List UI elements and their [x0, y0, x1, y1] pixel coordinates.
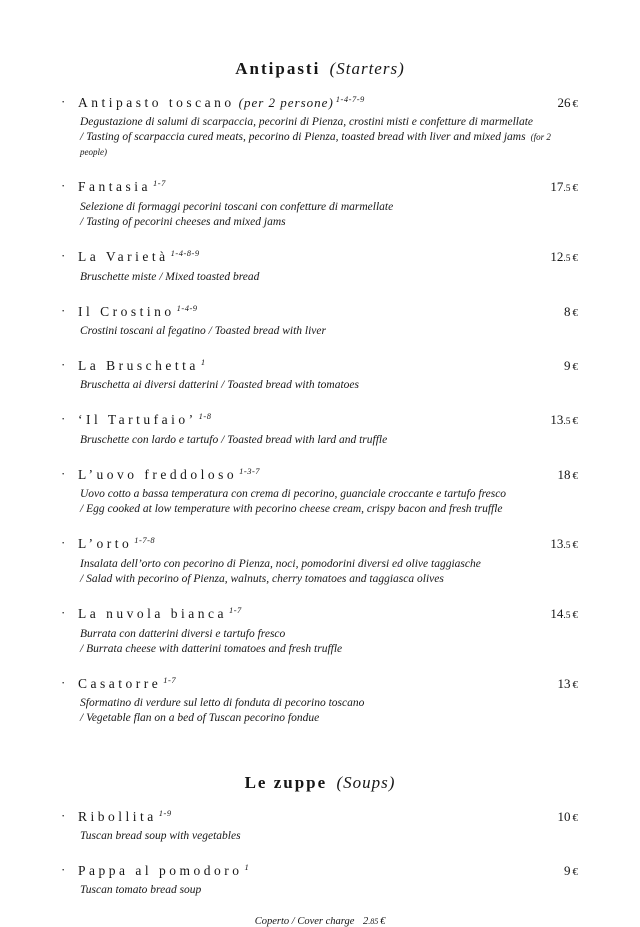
bullet-icon: · [61, 808, 66, 823]
item-name: Il Crostino [78, 304, 175, 319]
item-description-line [80, 711, 578, 726]
item-description [78, 696, 578, 726]
allergen-numbers: 1-7 [228, 605, 242, 615]
allergen-numbers: 1-7-8 [134, 535, 156, 545]
item-header [61, 808, 578, 827]
item-description [78, 115, 578, 160]
allergen-numbers: 1 [200, 357, 206, 367]
item-description-line [80, 696, 578, 711]
menu-item [61, 605, 578, 657]
item-header [61, 248, 578, 268]
description-text: / Vegetable flan on a bed of Tuscan pecorino fondue [80, 712, 320, 724]
description-text: Burrata con datterini diversi e tartufo fresco [80, 628, 286, 640]
item-description [78, 433, 578, 448]
item-header [61, 675, 578, 694]
item-description [78, 324, 578, 339]
item-description [78, 883, 578, 898]
item-name: La Bruschetta [78, 358, 199, 373]
description-text: Degustazione di salumi di scarpaccia, pecorini di Pienza, crostini misti e confetture di marmellate [80, 116, 534, 128]
bullet-icon: · [61, 248, 66, 263]
item-description-line [80, 270, 578, 285]
description-text: Crostini toscani al fegatino / Toasted bread with liver [80, 325, 326, 337]
bullet-icon: · [61, 94, 66, 109]
menu-section [61, 58, 578, 726]
item-price: 26 € [557, 95, 578, 110]
bullet-icon: · [61, 466, 66, 481]
item-description-line [80, 378, 578, 393]
menu-item [61, 303, 578, 339]
item-description-line [80, 487, 578, 502]
description-text: Tuscan bread soup with vegetables [80, 830, 241, 842]
item-name: Antipasto toscano [78, 95, 235, 110]
item-description-line [80, 215, 578, 230]
allergen-numbers: 1-9 [158, 808, 172, 818]
item-description-line [80, 883, 578, 898]
cover-charge-note [0, 916, 640, 927]
allergen-numbers: 1-3-7 [239, 466, 261, 476]
item-description [78, 270, 578, 285]
menu-item [61, 466, 578, 517]
description-text: Bruschetta ai diversi datterini / Toasted bread with tomatoes [80, 379, 359, 391]
section-items [61, 808, 578, 898]
menu-item [61, 675, 578, 726]
description-text: Bruschette miste / Mixed toasted bread [80, 271, 260, 283]
description-text: / Salad with pecorino of Pienza, walnuts, cherry tomatoes and taggiasca olives [80, 573, 444, 585]
item-header [61, 357, 578, 376]
allergen-numbers: 1-4-8-9 [170, 248, 200, 258]
item-description [78, 378, 578, 393]
menu-item [61, 178, 578, 230]
menu-item [61, 357, 578, 393]
section-subtitle: (Soups) [336, 773, 396, 792]
item-price: 13.5 € [550, 412, 578, 427]
bullet-icon: · [61, 411, 66, 426]
bullet-icon: · [61, 862, 66, 877]
item-name: Pappa al pomodoro [78, 863, 243, 878]
bullet-icon: · [61, 605, 66, 620]
item-header [61, 862, 578, 881]
allergen-numbers: 1-7 [153, 178, 166, 188]
cover-charge-price: 2.85 € [363, 916, 386, 927]
item-description-line [80, 572, 578, 587]
item-serving-note: (per 2 persone) [238, 95, 334, 110]
section-title: Antipasti [235, 59, 321, 78]
allergen-numbers: 1-4-9 [176, 303, 198, 313]
menu-section [61, 772, 578, 898]
menu-item [61, 248, 578, 285]
item-header [61, 466, 578, 485]
item-description [78, 829, 578, 844]
bullet-icon: · [61, 357, 66, 372]
item-description-line [80, 557, 578, 572]
cover-charge-label: Coperto / Cover charge [254, 916, 355, 927]
description-text: Selezione di formaggi pecorini toscani con confetture di marmellate [80, 201, 394, 213]
description-text: Sformatino di verdure sul letto di fonduta di pecorino toscano [80, 697, 365, 709]
item-price: 8 € [564, 304, 578, 319]
bullet-icon: · [61, 303, 66, 318]
section-heading [0, 58, 640, 80]
item-name: Ribollita [78, 809, 157, 824]
item-price: 18 € [557, 467, 578, 482]
menu-item [61, 808, 578, 844]
item-price: 10 € [557, 809, 578, 824]
section-items [61, 94, 578, 726]
description-text: Bruschette con lardo e tartufo / Toasted bread with lard and truffle [80, 434, 388, 446]
item-description-line [80, 130, 578, 160]
item-name: Fantasia [78, 179, 151, 194]
allergen-numbers: 1-8 [198, 411, 212, 421]
description-text: Tuscan tomato bread soup [80, 884, 202, 896]
description-text: Uovo cotto a bassa temperatura con crema di pecorino, guanciale croccante e tartufo fresco [80, 488, 507, 500]
allergen-numbers: 1-4-7-9 [335, 94, 365, 104]
allergen-numbers: 1-7 [163, 675, 177, 685]
item-price: 14.5 € [550, 606, 578, 621]
item-name: L’orto [78, 536, 133, 551]
item-name: La Varietà [78, 249, 169, 264]
item-name: La nuvola bianca [78, 606, 227, 621]
item-price: 13 € [557, 676, 578, 691]
item-header [61, 411, 578, 431]
menu-item [61, 862, 578, 898]
item-description-line [80, 627, 578, 642]
item-name: L’uovo freddoloso [78, 467, 238, 482]
bullet-icon: · [61, 535, 66, 550]
item-description [78, 627, 578, 657]
item-description [78, 487, 578, 517]
item-description-line [80, 642, 578, 657]
item-header [61, 178, 578, 198]
item-description-line [80, 433, 578, 448]
bullet-icon: · [61, 675, 66, 690]
item-description-line [80, 502, 578, 517]
description-text: / Tasting of scarpaccia cured meats, pecorino di Pienza, toasted bread with liver and mixed jams [80, 131, 526, 143]
item-description-line [80, 829, 578, 844]
menu-item [61, 411, 578, 448]
bullet-icon: · [61, 178, 66, 193]
item-price: 9 € [564, 358, 578, 373]
item-price: 9 € [564, 863, 578, 878]
item-price: 17.5 € [550, 179, 578, 194]
item-description [78, 557, 578, 587]
item-price: 13.5 € [550, 536, 578, 551]
section-title: Le zuppe [244, 773, 328, 792]
item-description-line [80, 200, 578, 215]
section-heading [0, 772, 640, 794]
description-text: / Burrata cheese with datterini tomatoes and fresh truffle [80, 643, 343, 655]
item-description [78, 200, 578, 230]
description-text: / Tasting of pecorini cheeses and mixed jams [80, 216, 286, 228]
item-header [61, 303, 578, 322]
item-name: Casatorre [78, 676, 162, 691]
item-description-line [80, 115, 578, 130]
item-name: ‘Il Tartufaio’ [78, 412, 197, 427]
description-text: / Egg cooked at low temperature with pecorino cheese cream, crispy bacon and fresh truffle [80, 503, 503, 515]
menu-item [61, 535, 578, 587]
item-price: 12.5 € [550, 249, 578, 264]
item-description-line [80, 324, 578, 339]
menu-item [61, 94, 578, 160]
allergen-numbers: 1 [244, 862, 250, 872]
item-header [61, 605, 578, 625]
serving-size-note: (for 2 people) [80, 132, 551, 157]
item-header [61, 94, 578, 113]
description-text: Insalata dell’orto con pecorino di Pienza, noci, pomodorini diversi ed olive taggiasche [80, 558, 481, 570]
item-header [61, 535, 578, 555]
menu-sections [61, 58, 578, 898]
section-subtitle: (Starters) [329, 59, 405, 78]
